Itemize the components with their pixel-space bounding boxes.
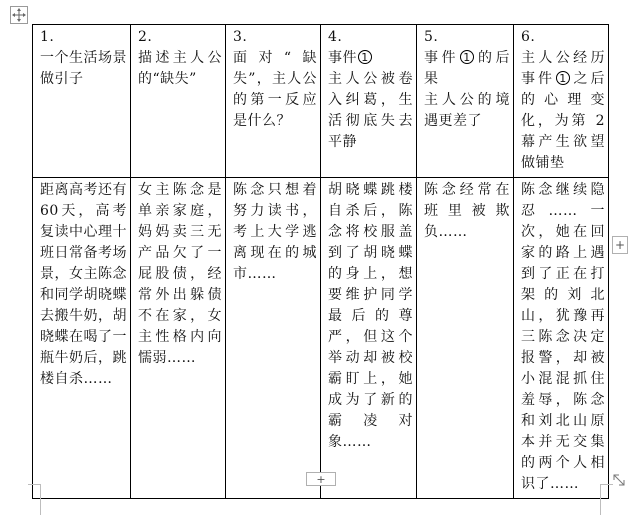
add-column-button[interactable]: + [612,236,628,254]
header-line: 主人公的境遇更差了 [424,92,510,129]
header-line: 描述主人公的“缺失” [138,50,222,87]
header-line: 1. [40,29,55,45]
header-line: 事件 1 的后果 [424,50,510,87]
move-arrows-icon [12,8,26,22]
header-cell[interactable] [321,25,417,178]
resize-corner-icon [611,472,627,488]
header-line: 事件 1 [328,48,413,69]
table-move-handle[interactable] [10,6,28,24]
body-cell[interactable]: 陈念经常在班里被欺负…… [417,178,514,499]
body-cell[interactable]: 距离高考还有60天，高考复读中心理十班日常备考场景，女主陈念和同学胡晓蝶去搬牛奶，胡晓蝶在喝了一瓶牛奶后，跳楼自杀…… [33,178,131,499]
header-line: 主人公经历事件 1 之后的心理变化，为第 2 幕产生欲望做铺垫 [521,50,605,171]
header-cell[interactable] [33,25,131,178]
add-row-button[interactable]: + [306,472,336,486]
header-cell[interactable] [514,25,609,178]
circled-number: 1 [556,71,570,85]
body-cell[interactable]: 女主陈念是单亲家庭，妈妈卖三无产品欠了一屁股债，经常外出躲债不在家，女主性格内向懦弱…… [131,178,226,499]
header-line: 4. [328,29,343,45]
header-line: 3. [233,29,248,45]
body-cell[interactable]: 陈念只想着努力读书，考上大学逃离现在的城市…… [226,178,321,499]
header-cell[interactable] [417,25,514,178]
table-row [33,178,609,499]
body-cell[interactable]: 陈念继续隐忍……一次，她在回家的路上遇到了正在打架的刘北山，犹豫再三陈念决定报警，却被小混混抓住羞辱，陈念和刘北山原本并无交集的两个人相识了…… [514,178,609,499]
circled-number: 1 [358,50,372,64]
header-cell[interactable] [226,25,321,178]
header-line: 面对“缺失”，主人公的第一反应是什么？ [233,50,317,129]
page-margin-corner [600,484,613,515]
circled-number: 1 [460,50,474,64]
story-structure-table [32,24,609,499]
header-line: 主人公被卷入纠葛，生活彻底失去平静 [328,71,413,150]
header-cell[interactable] [131,25,226,178]
header-line: 一个生活场景做引子 [40,50,127,87]
header-line: 2. [138,29,153,45]
header-line: 6. [521,29,536,45]
table-header-row [33,25,609,178]
header-line: 5. [424,29,439,45]
body-cell[interactable]: 胡晓蝶跳楼自杀后，陈念将校服盖到了胡晓蝶的身上，想要维护同学最后的尊严，但这个举动却被校霸盯上，她成为了新的霸凌对象…… [321,178,417,499]
page-margin-corner [28,484,41,515]
table-resize-handle[interactable] [611,472,627,488]
